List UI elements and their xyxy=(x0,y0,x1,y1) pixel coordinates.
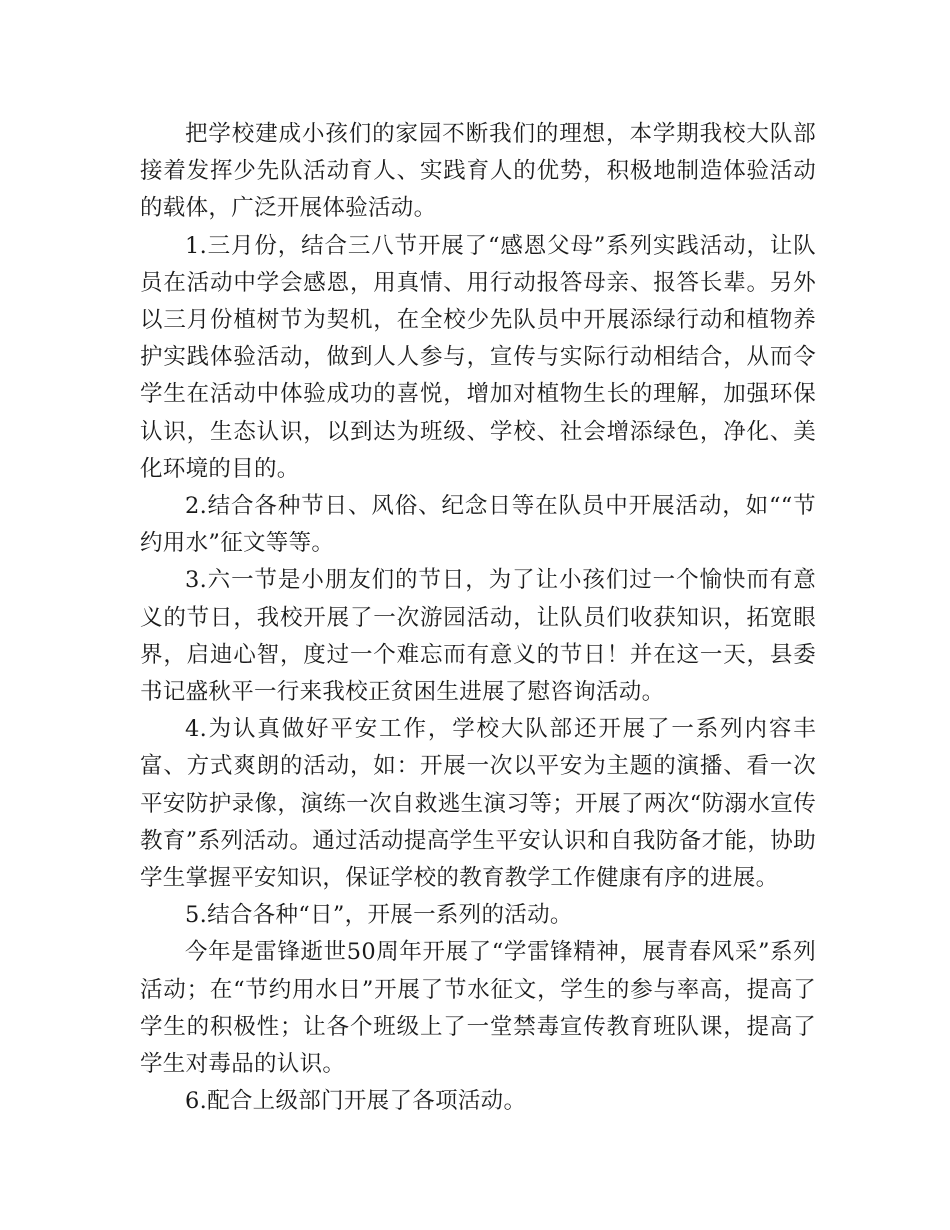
paragraph-item-1: 1.三月份，结合三八节开展了“感恩父母”系列实践活动，让队员在活动中学会感恩，用真情、用行动报答母亲、报答长辈。另外以三月份植树节为契机，在全校少先队员中开展添绿行动和植物养护实践体验活动，做到人人参与，宣传与实际行动相结合，从而令学生在活动中体验成功的喜悦，增加对植物生长的理解，加强环保认识，生态认识，以到达为班级、学校、社会增添绿色，净化、美化环境的目的。 xyxy=(140,232,816,482)
paragraph-intro: 把学校建成小孩们的家园不断我们的理想，本学期我校大队部接着发挥少先队活动育人、实践育人的优势，积极地制造体验活动的载体，广泛开展体验活动。 xyxy=(140,121,816,222)
paragraph-item-3: 3.六一节是小朋友们的节日，为了让小孩们过一个愉快而有意义的节日，我校开展了一次游园活动，让队员们收获知识，拓宽眼界，启迪心智，度过一个难忘而有意义的节日！并在这一天，县委书记盛秋平一行来我校正贫困生进展了慰咨询活动。 xyxy=(140,567,816,706)
document-body xyxy=(140,116,816,1120)
paragraph-item-4: 4.为认真做好平安工作，学校大队部还开展了一系列内容丰富、方式爽朗的活动，如：开展一次以平安为主题的演播、看一次平安防护录像，演练一次自救逃生演习等；开展了两次“防溺水宣传教育”系列活动。通过活动提高学生平安认识和自我防备才能，协助学生掌握平安知识，保证学校的教育教学工作健康有序的进展。 xyxy=(140,716,816,892)
paragraph-item-5-detail: 今年是雷锋逝世50周年开展了“学雷锋精神，展青春风采”系列活动；在“节约用水日”开展了节水征文，学生的参与率高，提高了学生的积极性；让各个班级上了一堂禁毒宣传教育班队课，提高了学生对毒品的认识。 xyxy=(140,939,816,1078)
paragraph-item-6: 6.配合上级部门开展了各项活动。 xyxy=(185,1088,527,1115)
paragraph-item-2: 2.结合各种节日、风俗、纪念日等在队员中开展活动，如““节约用水”征文等等。 xyxy=(140,493,816,557)
paragraph-item-5: 5.结合各种“日”，开展一系列的活动。 xyxy=(185,902,573,929)
